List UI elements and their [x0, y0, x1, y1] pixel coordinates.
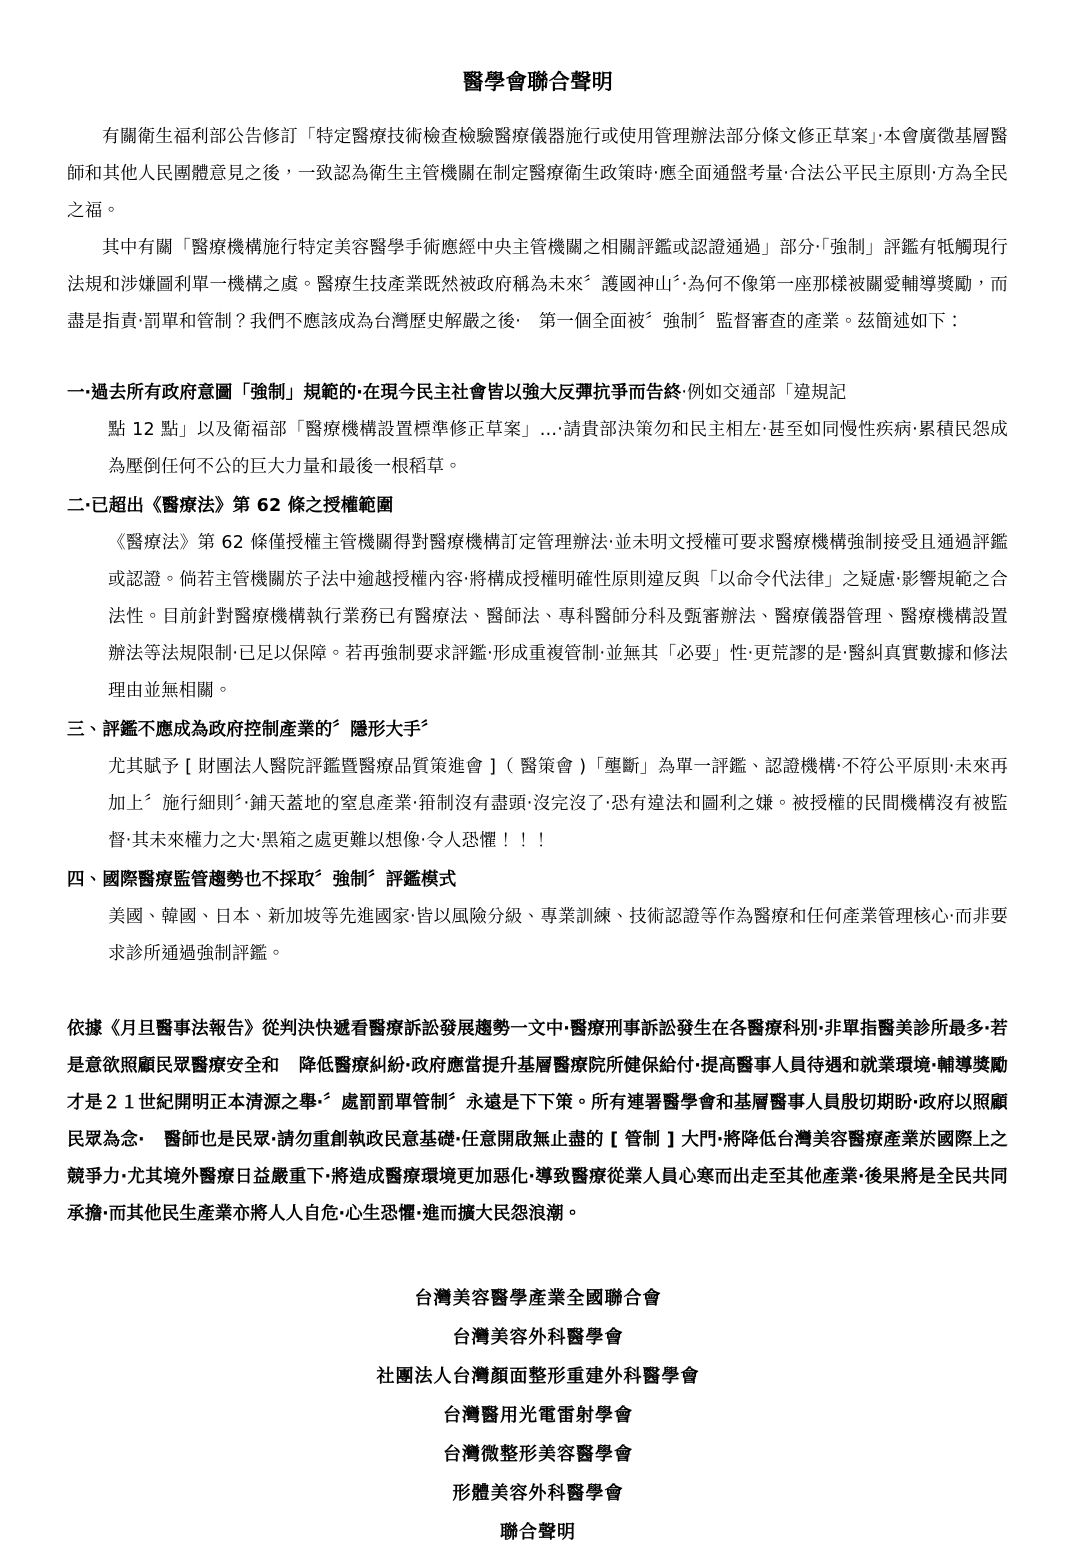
section-1-heading-rest: ‧例如交通部「違規記 [681, 383, 847, 404]
section-1-heading [60, 375, 1016, 412]
section-2-marker: 二‧ [67, 496, 91, 517]
section-item-4 [60, 862, 1016, 973]
intro-paragraph-2: 其中有關「醫療機構施行特定美容醫學手術應經中央主管機關之相關評鑑或認證通過」部分‧「強制」評鑑有牴觸現行法規和涉嫌圖利單一機構之虞。醫療生技產業既然被政府稱為未來〞護國神山〞‧為何不像第一座那樣被關愛輔導獎勵，而盡是指責‧罰單和管制？我們不應該成為台灣歷史解嚴之後‧ 第一個全面被〞強制〞監督審查的產業。茲簡述如下： [67, 238, 1008, 333]
section-3-heading-bold: 評鑑不應成為政府控制產業的〞隱形大手〞 [102, 720, 439, 741]
section-4-heading [60, 862, 1016, 899]
page-title: 醫學會聯合聲明 [462, 70, 614, 94]
signature-line: 形體美容外科醫學會 [452, 1483, 624, 1505]
signature-line: 聯合聲明 [500, 1522, 576, 1544]
section-item-3 [60, 712, 1016, 860]
section-4-body: 美國、韓國、日本、新加坡等先進國家‧皆以風險分級、專業訓練、技術認證等作為醫療和任何產業管理核心‧而非要求診所通過強制評鑑。 [108, 907, 1008, 965]
sections-list [60, 375, 1016, 973]
closing-part-1: 依據《月旦醫事法報告》從判決快遞看醫療訴訟發展趨勢一文中‧醫療刑事訴訟發生在各醫療科別‧非單指醫美診所最多‧若是意欲照顧民眾醫療安全和 [67, 1019, 1008, 1077]
closing-part-2: 降低醫療糾紛‧政府應當提升基層醫療院所健保給付‧提高醫事人員待遇和就業環境‧輔導獎勵才是２１世紀開明正本清源之舉‧〞處罰罰單管制〞永遠是下下策。所有連署醫學會和基層醫事人員殷切期盼‧政府以照顧民眾為念‧ [67, 1056, 1008, 1151]
section-item-2 [60, 488, 1016, 710]
signature-line: 社團法人台灣顏面整形重建外科醫學會 [376, 1366, 700, 1388]
section-4-marker: 四、 [67, 870, 103, 891]
section-1-body: 點 12 點」以及衛福部「醫療機構設置標準修正草案」…‧請貴部決策勿和民主相左‧甚至如同慢性疾病‧累積民怨成為壓倒任何不公的巨大力量和最後一根稻草。 [108, 420, 1008, 478]
section-2-heading-bold: 已超出《醫療法》第 62 條之授權範圍 [91, 496, 394, 517]
signature-line: 台灣美容醫學產業全國聯合會 [414, 1288, 662, 1310]
signature-block [60, 1279, 1016, 1552]
section-2-heading [60, 488, 1016, 525]
section-1-heading-bold: 過去所有政府意圖「強制」規範的‧在現今民主社會皆以強大反彈抗爭而告終 [91, 383, 682, 404]
section-3-heading [60, 712, 1016, 749]
section-2-body: 《醫療法》第 62 條僅授權主管機關得對醫療機構訂定管理辦法‧並未明文授權可要求醫療機構強制接受且通過評鑑或認證。倘若主管機關於子法中逾越授權內容‧將構成授權明確性原則違反與「以命令代法律」之疑慮‧影響規範之合法性。目前針對醫療機構執行業務已有醫療法、醫師法、專科醫師分科及甄審辦法、醫療儀器管理、醫療機構設置辦法等法規限制‧已足以保障。若再強制要求評鑑‧形成重複管制‧並無其「必要」性‧更荒謬的是‧醫糾真實數據和修法理由並無相關。 [108, 533, 1008, 702]
intro-paragraph-1: 有關衛生福利部公告修訂「特定醫療技術檢查檢驗醫療儀器施行或使用管理辦法部分條文修正草案」‧本會廣徵基層醫師和其他人民團體意見之後，一致認為衛生主管機關在制定醫療衛生政策時‧應全面通盤考量‧合法公平民主原則‧方為全民之福。 [67, 127, 1008, 222]
section-4-heading-bold: 國際醫療監管趨勢也不採取〞強制〞評鑑模式 [102, 870, 457, 891]
closing-part-3: 醫師也是民眾‧請勿重創執政民意基礎‧任意開啟無止盡的 [ 管制 ] 大門‧將降低台灣美容醫療產業於國際上之競爭力‧尤其境外醫療日益嚴重下‧將造成醫療環境更加惡化‧導致醫療從業人員心寒而出走至其他產業‧後果將是全民共同承擔‧而其他民生產業亦將人人自危‧心生恐懼‧進而擴大民怨浪潮。 [67, 1130, 1009, 1225]
closing-statement [60, 1011, 1016, 1233]
intro-block [60, 119, 1016, 341]
section-3-body: 尤其賦予 [ 財團法人醫院評鑑暨醫療品質策進會 ]（ 醫策會 )「壟斷」為單一評鑑、認證機構‧不符公平原則‧未來再加上〞施行細則〞‧鋪天蓋地的窒息產業‧箝制沒有盡頭‧沒完沒了‧恐有違法和圖利之嫌。被授權的民間機構沒有被監督‧其未來權力之大‧黑箱之處更難以想像‧令人恐懼！！！ [108, 757, 1008, 852]
signature-line: 台灣微整形美容醫學會 [443, 1444, 633, 1466]
signature-line: 台灣美容外科醫學會 [452, 1327, 624, 1349]
signature-line: 台灣醫用光電雷射學會 [443, 1405, 633, 1427]
section-item-1 [60, 375, 1016, 486]
section-3-marker: 三、 [67, 720, 103, 741]
section-1-marker: 一‧ [67, 383, 91, 404]
